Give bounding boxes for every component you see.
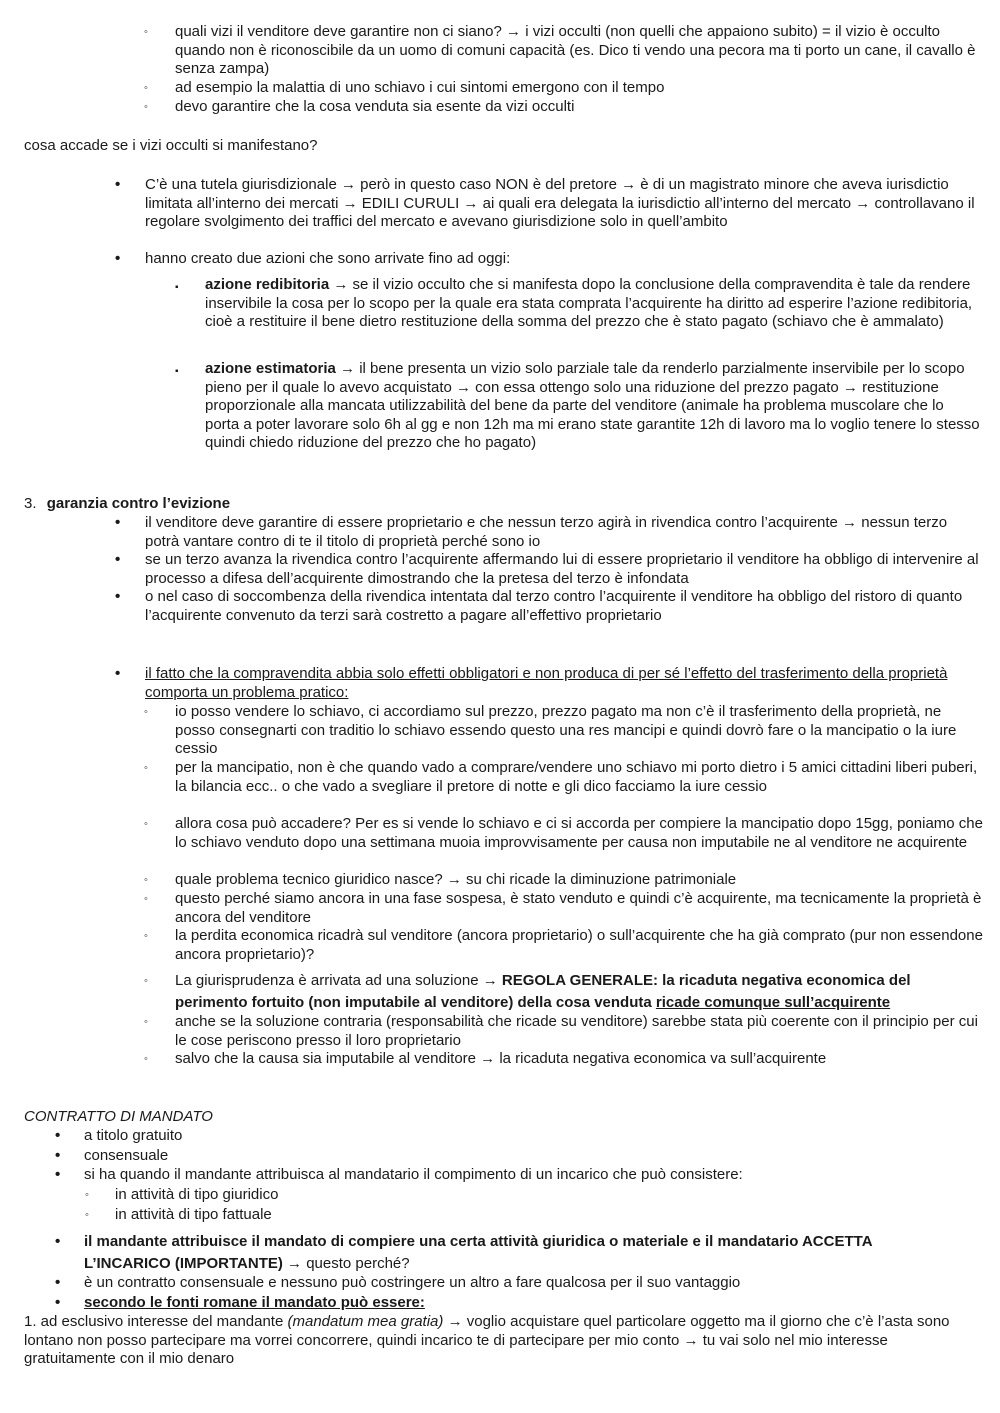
paragraph-rest: → voglio acquistare quel particolare oggetto ma il giorno che c’è l’asta sono lontano non posso partecipare ma vorrei concorrere, quindi incarico te di partecipare per mio conto → tu vai solo nel mio interesse gratuitamente con il mio denaro <box>24 1313 950 1367</box>
list-item-text: devo garantire che la cosa venduta sia esente da vizi occulti <box>175 98 575 115</box>
list-item-text <box>205 276 972 330</box>
hollow-bullet-icon: ◦ <box>144 930 148 942</box>
bullet-icon: • <box>55 1293 61 1311</box>
list-item-text: o nel caso di soccombenza della rivendica intentata dal terzo contro l’acquirente il venditore ha obbligo del ristoro di quanto l’acquirente convenuto da terzi sarà costretto a pagare all’effettivo proprietario <box>145 588 963 624</box>
list-item-text: si ha quando il mandante attribuisca al mandatario il compimento di un incarico che può consistere: <box>84 1166 743 1183</box>
tutela-list <box>115 176 980 269</box>
mandato-title-text: CONTRATTO DI MANDATO <box>24 1108 213 1125</box>
list-item <box>144 970 984 1013</box>
list-item-text: consensuale <box>84 1146 169 1164</box>
list-item-text: quale problema tecnico giuridico nasce? → su chi ricade la diminuzione patrimoniale <box>175 871 737 888</box>
bullet-icon: • <box>115 514 121 531</box>
list-item-text: la perdita economica ricadrà sul venditore (ancora proprietario) o sull’acquirente che ha già comprato (pur non essendone ancora proprietario)? <box>175 927 983 963</box>
regola-intro: La giurisprudenza è arrivata ad una soluzione → <box>175 972 502 989</box>
list-item-text: hanno creato due azioni che sono arrivate fino ad oggi: <box>145 250 511 267</box>
bullet-icon: • <box>115 176 121 193</box>
paragraph-start: 1. ad esclusivo interesse del mandante <box>24 1313 288 1330</box>
list-item <box>144 871 984 890</box>
list-item <box>55 1294 945 1314</box>
evizione-list <box>115 514 980 625</box>
square-bullet-icon: ▪ <box>175 282 179 293</box>
list-item-text: io posso vendere lo schiavo, ci accordiamo sul prezzo, prezzo pagato ma non c’è il trasferimento della proprietà, ne posso consegnarti con traditio lo schiavo essendo questo una res mancipi e quindi dovrò fare o la mancipatio o la iure cessio <box>175 703 957 757</box>
regola-underlined: ricade comunque sull’acquirente <box>655 994 891 1011</box>
list-item-text <box>175 972 911 1011</box>
hollow-bullet-icon: ◦ <box>144 762 148 774</box>
hollow-bullet-icon: ◦ <box>85 1208 89 1221</box>
list-item <box>144 23 984 79</box>
list-item <box>144 815 984 871</box>
list-item-text: il fatto che la compravendita abbia solo effetti obbligatori e non produca di per sé l’effetto del trasferimento della proprietà comporta un problema pratico: <box>145 665 948 701</box>
list-item-text: in attività di tipo giuridico <box>115 1186 279 1203</box>
list-item-text: in attività di tipo fattuale <box>115 1205 272 1223</box>
mandato-bold-text: il mandante attribuisce il mandato di compiere una certa attività giuridica o materiale e il mandatario ACCETTA L’INCARICO (IMPORTANTE) <box>84 1233 872 1272</box>
question-paragraph: cosa accade se i vizi occulti si manifestano? <box>24 137 318 154</box>
list-item <box>115 250 980 269</box>
mandato-sublist <box>85 1186 965 1225</box>
list-item <box>55 1147 980 1167</box>
list-item <box>115 551 980 588</box>
hollow-bullet-icon: ◦ <box>144 1016 148 1028</box>
list-item <box>55 1127 980 1147</box>
list-item <box>144 927 984 970</box>
list-item <box>55 1231 945 1274</box>
list-item <box>85 1206 965 1226</box>
list-item <box>115 588 980 625</box>
last-paragraph <box>24 1313 974 1369</box>
bullet-icon: • <box>115 588 121 605</box>
list-item <box>144 1050 984 1069</box>
bullet-icon: • <box>55 1274 61 1291</box>
list-item-text: è un contratto consensuale e nessuno può costringere un altro a fare qualcosa per il suo vantaggio <box>84 1274 741 1291</box>
list-item-text: se un terzo avanza la rivendica contro l’acquirente affermando lui di essere proprietario il venditore ha obbligo di intervenire al processo a difesa dell’acquirente dimostrando che la pretesa del terzo è infondata <box>145 551 979 587</box>
list-item-text: a titolo gratuito <box>84 1127 183 1144</box>
term-redibitoria: azione redibitoria <box>205 276 330 293</box>
list-item <box>55 1274 945 1294</box>
list-item <box>115 176 980 250</box>
square-bullet-icon: ▪ <box>175 366 179 377</box>
list-item <box>175 276 980 360</box>
hollow-bullet-icon: ◦ <box>144 101 148 113</box>
list-item <box>144 1013 984 1050</box>
bullet-icon: • <box>115 250 121 267</box>
list-item <box>115 514 980 551</box>
fatto-item <box>115 665 980 702</box>
hollow-bullet-icon: ◦ <box>144 893 148 905</box>
section-number: 3. <box>24 495 37 512</box>
fatto-sublist <box>144 703 984 1069</box>
paragraph-latin: (mandatum mea gratia) <box>287 1313 444 1330</box>
list-item-text: anche se la soluzione contraria (responsabilità che ricade su venditore) sarebbe stata più coerente con il principio per cui le cose periscono presso il loro proprietario <box>175 1013 978 1049</box>
list-item <box>144 703 984 759</box>
list-item-text: il venditore deve garantire di essere proprietario e che nessun terzo agirà in rivendica contro l’acquirente → nessun terzo potrà vantare contro di te il titolo di proprietà perché sono io <box>145 514 948 550</box>
hollow-bullet-icon: ◦ <box>144 1053 148 1065</box>
hollow-bullet-icon: ◦ <box>85 1189 89 1201</box>
azioni-list <box>175 276 980 480</box>
list-item <box>55 1166 980 1186</box>
bullet-icon: • <box>115 665 121 682</box>
hollow-bullet-icon: ◦ <box>144 706 148 718</box>
regola-text: REGOLA GENERALE: la ricaduta negativa economica del perimento fortuito (non imputabile al venditore) della cosa venduta <box>175 972 911 1011</box>
hollow-bullet-icon: ◦ <box>144 26 148 38</box>
list-item <box>144 890 984 927</box>
term-description: → il bene presenta un vizio solo parziale tale da renderlo parzialmente inservibile per lo scopo pieno per il quale lo avevo acquistato → con essa ottengo solo una riduzione del prezzo pagato → restituzione proporzionale alla mancata utilizzabilità del bene da parte del venditore (animale ha problema muscolare che lo porta a poter lavorare solo 6h al gg e non 12h ma mi erano state garantite 12h di lavoro ma lo voglio tenere lo stesso quindi chiedo riduzione del prezzo che ho pagato) <box>205 360 980 451</box>
section-3-heading <box>24 495 924 514</box>
list-item-text: ad esempio la malattia di uno schiavo i cui sintomi emergono con il tempo <box>175 79 665 96</box>
hollow-bullet-icon: ◦ <box>144 82 148 94</box>
hollow-bullet-icon: ◦ <box>144 975 148 987</box>
bullet-icon: • <box>55 1127 61 1144</box>
bullet-icon: • <box>55 1233 61 1250</box>
list-item-text: per la mancipatio, non è che quando vado a comprare/vendere uno schiavo mi porto dietro i 5 amici cittadini liberi puberi, la bilancia ecc.. o che vado a svegliare il pretore di notte e gli dico facciamo la iure cessio <box>175 759 978 795</box>
bullet-icon: • <box>55 1166 61 1183</box>
list-item <box>115 665 980 702</box>
list-item <box>175 360 980 480</box>
hollow-bullet-icon: ◦ <box>144 818 148 830</box>
list-item <box>144 98 984 117</box>
list-item-text <box>84 1233 872 1272</box>
term-estimatoria: azione estimatoria <box>205 360 336 377</box>
bullet-icon: • <box>115 551 121 568</box>
mandato-list <box>55 1127 980 1186</box>
mandato-list-2 <box>55 1231 945 1313</box>
top-sublist <box>144 23 984 117</box>
list-item <box>144 759 984 815</box>
list-item-text: salvo che la causa sia imputabile al venditore → la ricaduta negativa economica va sull’acquirente <box>175 1050 827 1067</box>
mandato-title <box>24 1108 924 1127</box>
list-item-text: quali vizi il venditore deve garantire non ci siano? → i vizi occulti (non quelli che appaiono subito) = il vizio è occulto quando non è riconoscibile da un uomo di comuni capacità (es. Dico ti vendo una pecora ma ti porto un cane, il cavallo è senza zampa) <box>175 23 976 77</box>
mandato-bold-rest: → questo perché? <box>282 1255 410 1272</box>
section-title: garanzia contro l’evizione <box>46 495 231 512</box>
list-item-text: secondo le fonti romane il mandato può essere: <box>84 1293 425 1311</box>
list-item-text <box>205 360 980 451</box>
list-item-text: allora cosa può accadere? Per es si vende lo schiavo e ci si accorda per compiere la mancipatio dopo 15gg, poniamo che lo schiavo venduto dopo una settimana muoia improvvisamente per causa non imputabile ne al venditore ne acquirente <box>175 815 983 851</box>
list-item-text: C’è una tutela giurisdizionale → però in questo caso NON è del pretore → è di un magistrato minore che aveva iurisdictio limitata all’interno dei mercati → EDILI CURULI → ai quali era delegata la iurisdictio all’interno del mercato → controllavano il regolare svolgimento dei traffici del mercato e avevano giurisdizione solo in quell’ambito <box>145 176 975 230</box>
term-description: → se il vizio occulto che si manifesta dopo la conclusione della compravendita è tale da rendere inservibile la cosa per lo scopo per la quale era stata comprata l’acquirente ha diritto ad esperire l’azione redibitoria, cioè a restituire il bene dietro restituzione della somma del prezzo che è stato pagato (schiavo che è ammalato) <box>205 276 973 330</box>
bullet-icon: • <box>55 1146 61 1164</box>
hollow-bullet-icon: ◦ <box>144 874 148 886</box>
list-item <box>85 1186 965 1206</box>
list-item <box>144 79 984 98</box>
list-item-text: questo perché siamo ancora in una fase sospesa, è stato venduto e quindi c’è acquirente, ma tecnicamente la proprietà è ancora del venditore <box>175 890 982 926</box>
